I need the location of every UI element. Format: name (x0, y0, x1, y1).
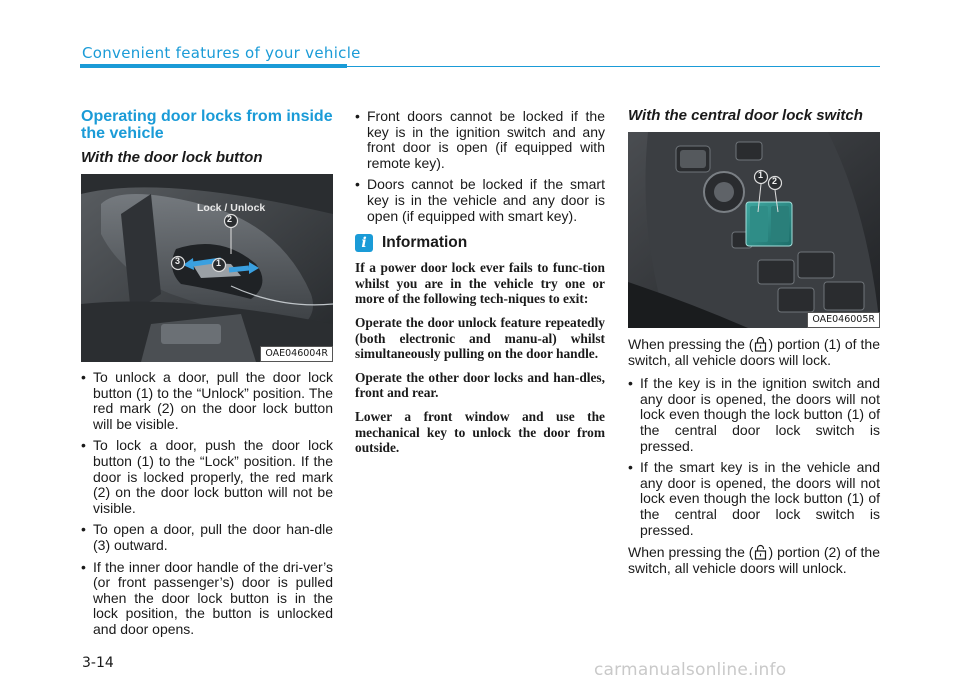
figure-marker-2: 2 (227, 214, 233, 224)
figure-marker-2: 2 (772, 176, 778, 186)
information-icon: i (355, 234, 373, 252)
information-paragraph: Operate the door unlock feature repeatedly (both electronic and manu-al) whilst simultaneously pulling on the door handle. (355, 314, 605, 362)
column-right (628, 108, 880, 576)
list-item: • If the key is in the ignition switch and any door is opened, the doors will not lock even though the lock button (1) of the central door lock switch is pressed. (628, 376, 880, 454)
list-item: • To open a door, pull the door han-dle (3) outward. (81, 522, 333, 553)
information-title: Information (382, 234, 468, 252)
door-lock-button-figure (81, 174, 333, 362)
list-item: • Front doors cannot be locked if the key is in the ignition switch and any front door is open (if equipped with remote key). (355, 109, 605, 171)
lock-instruction-paragraph (628, 336, 880, 368)
door-lock-button-list (81, 370, 333, 638)
information-paragraph: Operate the other door locks and han-dles, front and rear. (355, 369, 605, 401)
figure-marker-1: 1 (216, 258, 222, 268)
subsection-title-central-lock: With the central door lock switch (628, 107, 863, 124)
figure-marker-1: 1 (758, 170, 764, 180)
header-rule (347, 66, 880, 67)
section-title: Operating door locks from inside the vehicle (81, 108, 333, 142)
list-item: • Doors cannot be locked if the smart key is in the vehicle and any door is open (if equipped with smart key). (355, 177, 605, 224)
central-lock-switch-illustration (628, 132, 880, 328)
central-lock-list (628, 376, 880, 538)
page-number: 3-14 (82, 655, 114, 671)
figure-code: OAE046005R (807, 312, 880, 328)
lock-open-icon (754, 544, 767, 560)
information-paragraph: Lower a front window and use the mechanical key to unlock the door from outside. (355, 408, 605, 456)
figure-label-lock-unlock: Lock / Unlock (197, 202, 266, 214)
list-item: • If the smart key is in the vehicle and any door is opened, the doors will not lock even though the lock button (1) of the central door lock switch is pressed. (628, 460, 880, 538)
header-rule-accent (80, 64, 347, 68)
list-item: • If the inner door handle of the dri-ver’s (or front passenger’s) door is pulled when the door lock button is in the lock position, the button is unlocked and door opens. (81, 560, 333, 638)
lock-paragraph-start: When pressing the ( (628, 336, 754, 352)
column-middle (355, 109, 605, 464)
information-header (355, 234, 605, 252)
page-header-title: Convenient features of your vehicle (82, 44, 361, 62)
lock-paragraph-end: ) portion (1) of the switch, all vehicle doors will lock. (628, 336, 880, 368)
list-item: • To lock a door, push the door lock button (1) to the “Lock” position. If the door is locked properly, the red mark (2) on the door lock button will not be visible. (81, 438, 333, 516)
watermark: carmanualsonline.info (594, 660, 787, 680)
information-paragraph: If a power door lock ever fails to func-tion whilst you are in the vehicle try one or more of the following tech-niques to exit: (355, 260, 605, 307)
subsection-title-door-lock-button: With the door lock button (81, 149, 263, 166)
lock-closed-icon (754, 336, 767, 352)
list-item: • To unlock a door, pull the door lock button (1) to the “Unlock” position. The red mark (2) on the door lock button will be visible. (81, 370, 333, 432)
unlock-paragraph-start: When pressing the ( (628, 544, 754, 561)
figure-marker-3: 3 (175, 256, 181, 266)
central-lock-switch-figure (628, 132, 880, 328)
unlock-instruction-paragraph (628, 544, 880, 576)
lock-restrictions-list (355, 109, 605, 224)
unlock-paragraph-end: ) portion (2) of the switch, all vehicle doors will unlock. (628, 544, 880, 576)
figure-code: OAE046004R (260, 346, 333, 362)
column-left (81, 108, 333, 644)
